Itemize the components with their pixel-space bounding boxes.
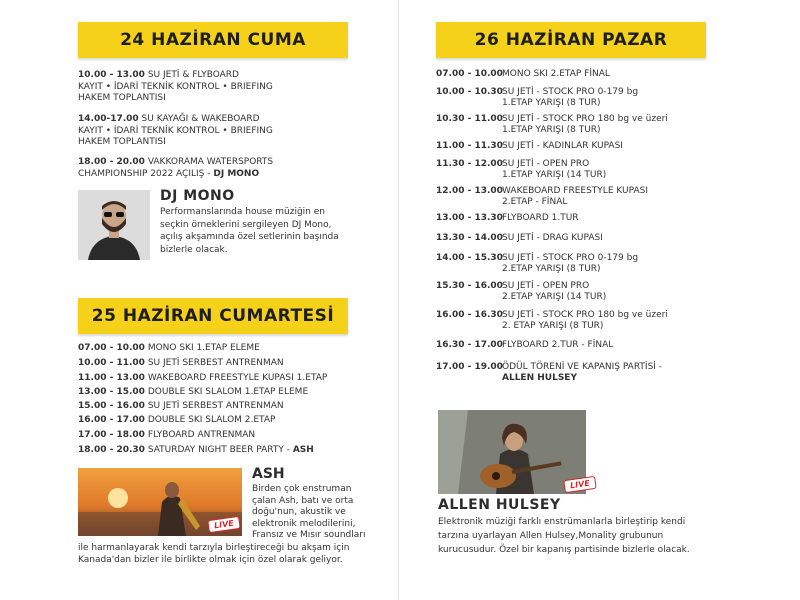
event-item: 07.00 - 10.00MONO SKI 2.ETAP FİNAL [436,69,610,79]
event-item: 13.30 - 14.00SU JETİ - DRAG KUPASI [436,233,603,243]
event-item: 12.00 - 13.00WAKEBOARD FREESTYLE KUPASI 2.ETAP - FİNAL [436,186,648,207]
event-item: 15.30 - 16.00SU JETİ - OPEN PRO 2.ETAP YARIŞI (14 TUR) [436,281,607,302]
event-item: 16.00 - 17.00 DOUBLE SKI SLALOM 2.ETAP [78,415,276,425]
event-item: 11.00 - 13.00 WAKEBOARD FREESTYLE KUPASI 1.ETAP [78,373,328,383]
artist-name-allen-hulsey: ALLEN HULSEY [438,497,561,513]
day-header-24-cuma [78,22,348,58]
artist-desc-dj-mono: Performanslarında house müziğin en seçkin örneklerini sergileyen DJ Mono, açılış akşamında özel setlerinin başında bizlerle olacak. [160,207,339,255]
live-badge-ash: LIVE [207,516,240,533]
event-item: 16.00 - 16.30SU JETİ - STOCK PRO 180 bg ve üzeri 2. ETAP YARIŞI (8 TUR) [436,310,668,331]
event-item: 15.00 - 16.00 SU JETİ SERBEST ANTRENMAN [78,401,284,411]
event-item: 14.00-17.00 SU KAYAĞI & WAKEBOARD KAYIT • İDARİ TEKNİK KONTROL • BRIEFING HAKEM TOPLANTISI [78,114,273,147]
artist-desc-allen-hulsey: Elektronik müziği farklı enstrümanlarla birleştirip kendi tarzına uyarlayan Allen Hulsey,Monality grubunun kurucusudur. Özel bir kapanış partisinde bizlerle olacak. [438,517,690,555]
artist-desc-ash: Birden çok enstruman çalan Ash, batı ve orta doğu'nun, akustik ve elektronik melodilerini, Fransız ve Mısır soundları [252,484,366,540]
dj-mono-photo [78,190,150,260]
artist-name-ash: ASH [252,466,285,482]
event-item: 18.00 - 20.30 SATURDAY NIGHT BEER PARTY - ASH [78,445,314,455]
day-header-26-pazar [436,22,706,58]
event-item: 13.00 - 15.00 DOUBLE SKI SLALOM 1.ETAP ELEME [78,387,309,397]
day-title: 26 HAZİRAN PAZAR [474,30,668,50]
day-header-25-cumartesi [78,298,348,334]
day-title: 24 HAZİRAN CUMA [120,30,306,50]
event-item: 17.00 - 19.00ÖDÜL TÖRENİ VE KAPANIŞ PARTİSİ - ALLEN HULSEY [436,362,663,383]
event-item: 10.00 - 13.00 SU JETİ & FLYBOARD KAYIT • İDARİ TEKNİK KONTROL • BRIEFING HAKEM TOPLANTISI [78,70,273,103]
event-item: 10.00 - 11.00 SU JETİ SERBEST ANTRENMAN [78,358,284,368]
artist-desc-ash-cont: ile harmanlayarak kendi tarzıyla birleştireceği bu akşam için Kanada'dan bizler ile birlikte olmak için özel olarak geliyor. [78,543,350,565]
event-item: 17.00 - 18.00 FLYBOARD ANTRENMAN [78,430,256,440]
page-fold [398,0,399,600]
event-item: 13.00 - 13.30FLYBOARD 1.TUR [436,213,579,223]
event-item: 11.30 - 12.00SU JETİ - OPEN PRO 1.ETAP YARIŞI (14 TUR) [436,159,607,180]
event-item: 07.00 - 10.00 MONO SKI 1.ETAP ELEME [78,343,260,353]
artist-name-dj-mono: DJ MONO [160,188,235,204]
live-badge-allen: LIVE [563,476,596,493]
event-item: 16.30 - 17.00FLYBOARD 2.TUR - FİNAL [436,340,614,350]
event-item: 14.00 - 15.30SU JETİ - STOCK PRO 0-179 bg 2.ETAP YARIŞI (8 TUR) [436,253,639,274]
event-item: 18.00 - 20.00 VAKKORAMA WATERSPORTS CHAMPIONSHIP 2022 AÇILIŞ - DJ MONO [78,157,274,179]
event-item: 11.00 - 11.30SU JETİ - KADINLAR KUPASI [436,141,623,151]
event-item: 10.30 - 11.00SU JETİ - STOCK PRO 180 bg ve üzeri 1.ETAP YARIŞI (8 TUR) [436,114,668,135]
event-item: 10.00 - 10.30SU JETİ - STOCK PRO 0-179 bg 1.ETAP YARIŞI (8 TUR) [436,87,639,108]
day-title: 25 HAZİRAN CUMARTESİ [91,306,335,326]
